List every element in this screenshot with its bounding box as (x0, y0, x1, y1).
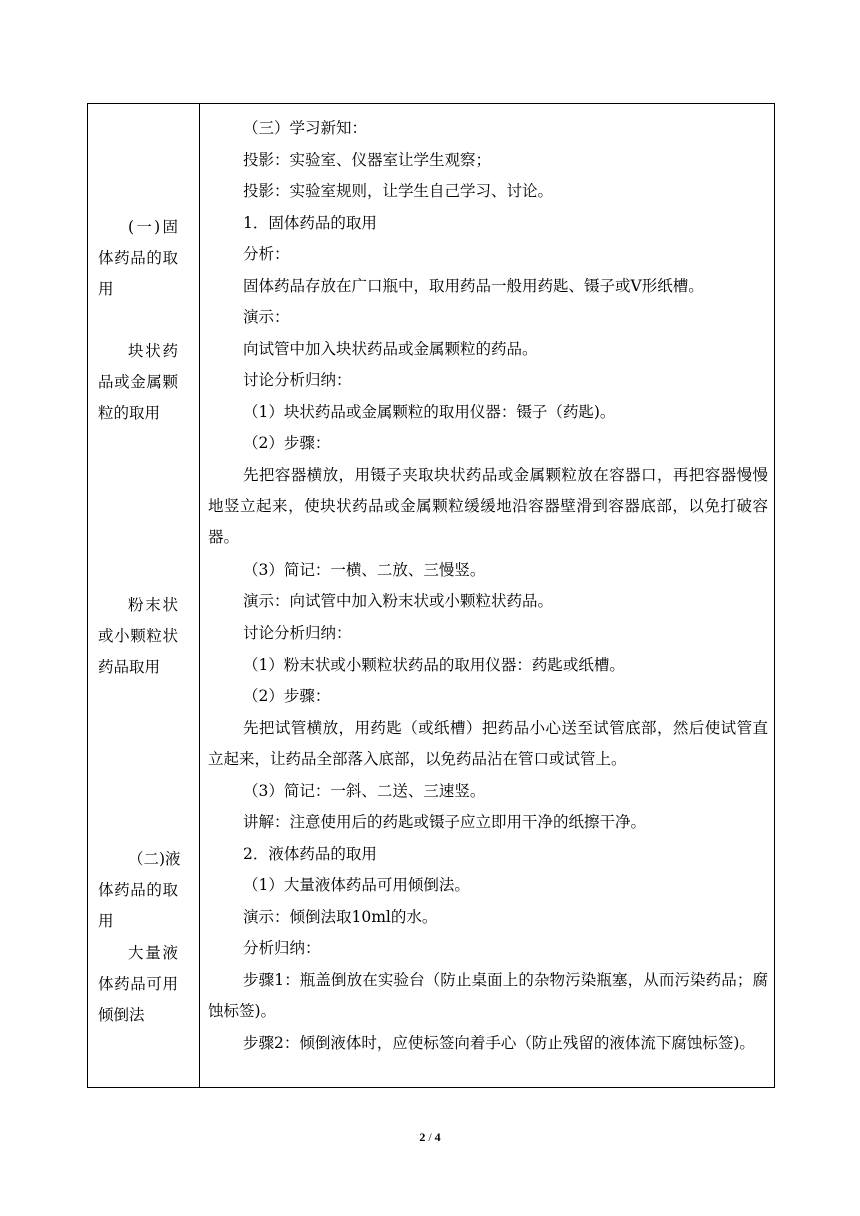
topic-line: 块状药 (128, 342, 178, 360)
content-line: 1．固体药品的取用 (243, 214, 377, 232)
topic-label-pouring (98, 938, 178, 1031)
topic-line: （二)液 (128, 850, 181, 868)
topic-line: 或小颗粒状 (98, 627, 178, 645)
content-line: （3）简记：一横、二放、三慢竖。 (243, 561, 486, 579)
topic-line: 品或金属颗 (98, 373, 178, 391)
topic-line: 用 (98, 912, 114, 930)
topic-line: 用 (98, 280, 114, 298)
content-line: 分析： (243, 245, 290, 263)
content-line: 演示：向试管中加入粉末状或小颗粒状药品。 (243, 592, 554, 610)
content-line: 讨论分析归纳： (243, 371, 352, 389)
topic-label-liquid (98, 844, 181, 937)
topic-line: 粒的取用 (98, 404, 161, 422)
content-line: （1）大量液体药品可用倾倒法。 (243, 876, 470, 894)
content-line: 讨论分析归纳： (243, 624, 352, 642)
topic-line: (一)固 (128, 218, 178, 236)
content-line: 讲解：注意使用后的药匙或镊子应立即用干净的纸擦干净。 (243, 813, 647, 831)
topic-line: 体药品的取 (98, 249, 178, 267)
content-line: （2）步骤： (243, 687, 331, 705)
content-line: （三）学习新知： (243, 119, 368, 137)
content-line: 固体药品存放在广口瓶中，取用药品一般用药匙、镊子或V形纸槽。 (243, 277, 704, 295)
topic-column (88, 104, 199, 1087)
content-line: 分析归纳： (243, 939, 321, 957)
topic-label-solid (98, 212, 178, 305)
topic-line: 体药品的取 (98, 881, 178, 899)
content-paragraph: 步骤1：瓶盖倒放在实验台（防止桌面上的杂物污染瓶塞，从而污染药品；腐蚀标签)。 (208, 971, 768, 1020)
content-line: 投影：实验室规则，让学生自己学习、讨论。 (243, 182, 554, 200)
content-line: 演示：倾倒法取10ml的水。 (243, 908, 438, 926)
topic-label-powder (98, 590, 178, 683)
content-line: 投影：实验室、仪器室让学生观察； (243, 151, 492, 169)
topic-line: 倾倒法 (98, 1006, 145, 1024)
content-column (200, 104, 774, 1087)
page-separator: / (425, 1130, 435, 1144)
lesson-table (87, 103, 775, 1088)
content-line: 演示： (243, 308, 290, 326)
content-line: （3）简记：一斜、二送、三速竖。 (243, 782, 486, 800)
content-paragraph: 先把容器横放，用镊子夹取块状药品或金属颗粒放在容器口，再把容器慢慢地竖立起来，使块状药品或金属颗粒缓缓地沿容器壁滑到容器底部，以免打破容器。 (208, 466, 768, 546)
page-total: 4 (434, 1130, 441, 1144)
content-line: （2）步骤： (243, 434, 331, 452)
content-line: 2．液体药品的取用 (243, 845, 377, 863)
content-line: 向试管中加入块状药品或金属颗粒的药品。 (243, 340, 538, 358)
content-line: （1）粉末状或小颗粒状药品的取用仪器：药匙或纸槽。 (243, 656, 625, 674)
content-paragraph: 步骤2：倾倒液体时，应使标签向着手心（防止残留的液体流下腐蚀标签)。 (243, 1034, 755, 1052)
topic-label-lump (98, 336, 178, 429)
content-paragraph: 先把试管横放，用药匙（或纸槽）把药品小心送至试管底部，然后使试管直立起来，让药品全部落入底部，以免药品沾在管口或试管上。 (208, 719, 768, 768)
content-line: （1）块状药品或金属颗粒的取用仪器：镊子（药匙)。 (243, 403, 616, 421)
topic-line: 体药品可用 (98, 975, 178, 993)
topic-line: 药品取用 (98, 658, 161, 676)
page-number (0, 1130, 860, 1145)
topic-line: 大量液 (128, 944, 178, 962)
topic-line: 粉末状 (128, 596, 178, 614)
page-current: 2 (419, 1130, 426, 1144)
